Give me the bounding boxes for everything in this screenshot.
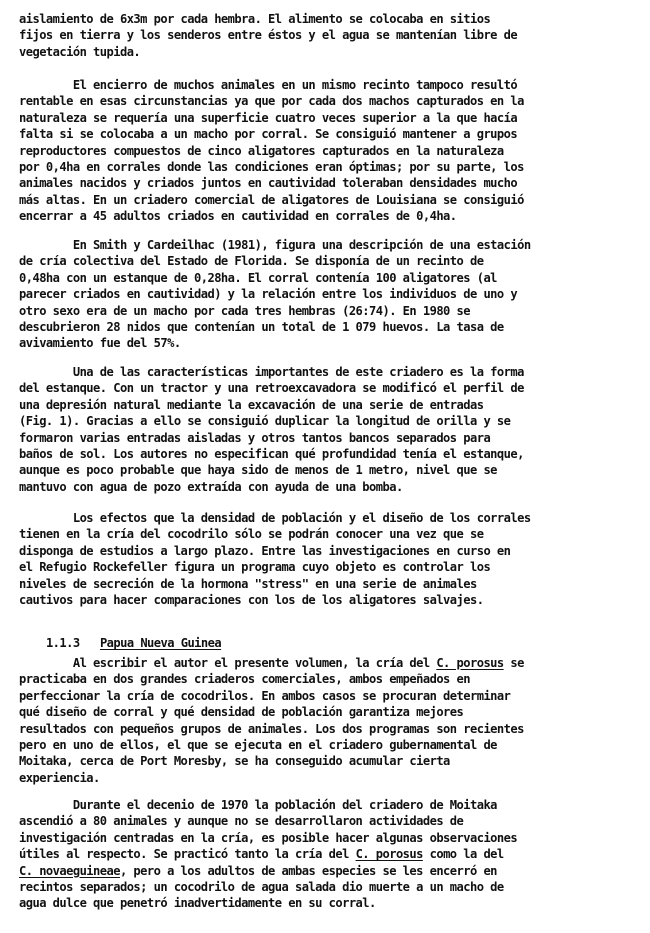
text-line: Una de las características importantes de este criadero es la forma [19, 365, 524, 379]
text-line: parecer criados en cautividad) y la relación entre los individuos de uno y [19, 287, 518, 302]
text-line: animales nacidos y criados juntos en cautividad toleraban densidades mucho [19, 176, 518, 191]
text-line: experiencia. [19, 770, 100, 785]
text-line: niveles de secreción de la hormona "stress" en una serie de animales [19, 576, 477, 591]
paragraph-6 [19, 655, 637, 786]
text-line: pero en uno de ellos, el que se ejecuta en el criadero gubernamental de [19, 737, 497, 752]
text-line: una depresión natural mediante la excavación de una serie de entradas [19, 397, 484, 412]
text-line: agua dulce que penetró inadvertidamente en su corral. [19, 896, 376, 911]
paragraph-3 [19, 237, 637, 352]
text-line: disponga de estudios a largo plazo. Entre las investigaciones en curso en [19, 543, 511, 558]
text-line: falta si se colocaba a un macho por corral. Se consiguió mantener a grupos [19, 127, 518, 142]
text-line: más altas. En un criadero comercial de aligatores de Louisiana se consiguió [19, 192, 524, 207]
text-line: aislamiento de 6x3m por cada hembra. El alimento se colocaba en sitios [19, 12, 491, 26]
species-name: C. porosus [355, 847, 423, 862]
paragraph-7 [19, 797, 637, 912]
text-run: como la del [422, 847, 504, 862]
text-line: encerrar a 45 adultos criados en cautividad en corrales de 0,4ha. [19, 209, 457, 224]
text-line: fijos en tierra y los senderos entre éstos y el agua se mantenían libre de [19, 28, 518, 43]
text-run: , pero a los adultos de ambas especies se les encerró en [119, 863, 497, 878]
text-line: baños de sol. Los autores no especifican qué profundidad tenía el estanque, [19, 446, 524, 461]
text-line: rentable en esas circunstancias ya que por cada dos machos capturados en la [19, 94, 524, 109]
text-line [19, 655, 637, 671]
paragraph-5 [19, 510, 637, 608]
species-name: C. porosus [436, 656, 504, 670]
text-line: El encierro de muchos animales en un mismo recinto tampoco resultó [19, 78, 518, 92]
text-line: descubrieron 28 nidos que contenían un total de 1 079 huevos. La tasa de [19, 319, 504, 334]
text-line: ascendió a 80 animales y aunque no se desarrollaron actividades de [19, 814, 464, 829]
paragraph-2 [19, 77, 637, 225]
text-line: investigación centradas en la cría, es posible hacer algunas observaciones [19, 830, 518, 845]
text-line: recintos separados; un cocodrilo de agua salada dio muerte a un macho de [19, 879, 504, 894]
section-number: 1.1.3 [45, 636, 80, 651]
section-title: Papua Nueva Guinea [99, 636, 222, 651]
text-line: avivamiento fue del 57%. [19, 336, 181, 351]
text-line: otro sexo era de un macho por cada tres hembras (26:74). En 1980 se [19, 303, 470, 318]
text-line: naturaleza se requería una superficie cuatro veces superior a la que hacía [19, 110, 518, 125]
text-line: vegetación tupida. [19, 44, 141, 59]
text-line: resultados con pequeños grupos de animales. Los dos programas son recientes [19, 721, 524, 736]
text-line: por 0,4ha en corrales donde las condiciones eran óptimas; por su parte, los [19, 159, 524, 174]
text-line: 0,48ha con un estanque de 0,28ha. El corral contenía 100 aligatores (al [19, 270, 497, 285]
text-line: perfeccionar la cría de cocodrilos. En ambos casos se procuran determinar [19, 688, 511, 703]
text-line: Moitaka, cerca de Port Moresby, se ha conseguido acumular cierta [19, 754, 450, 769]
text-line: (Fig. 1). Gracias a ello se consiguió duplicar la longitud de orilla y se [19, 414, 511, 429]
paragraph-1 [19, 11, 637, 60]
text-line: practicaba en dos grandes criaderos comerciales, ambos empeñados en [19, 672, 470, 687]
text-line [19, 863, 637, 879]
text-line: mantuvo con agua de pozo extraída con ayuda de una bomba. [19, 479, 403, 494]
text-line: tienen en la cría del cocodrilo sólo se podrán conocer una vez que se [19, 527, 484, 542]
paragraph-4 [19, 364, 637, 495]
text-line: el Refugio Rockefeller figura un programa cuyo objeto es controlar los [19, 560, 491, 575]
text-line: aunque es poco probable que haya sido de menos de 1 metro, nivel que se [19, 463, 497, 478]
text-line: del estanque. Con un tractor y una retroexcavadora se modificó el perfil de [19, 381, 524, 396]
text-line: reproductores compuestos de cinco aligatores capturados en la naturaleza [19, 143, 504, 158]
text-run: útiles al respecto. Se practicó tanto la cría del [19, 847, 356, 862]
text-line: Durante el decenio de 1970 la población del criadero de Moitaka [19, 798, 497, 812]
text-line: cautivos para hacer comparaciones con los de los aligatores salvajes. [19, 592, 484, 607]
text-line: de cría colectiva del Estado de Florida. Se disponía de un recinto de [19, 254, 484, 269]
text-run: Al escribir el autor el presente volumen, la cría del [19, 656, 437, 670]
text-run: se [503, 656, 524, 670]
text-line: En Smith y Cardeilhac (1981), figura una descripción de una estación [19, 238, 531, 252]
text-line: qué diseño de corral y qué densidad de población garantiza mejores [19, 705, 464, 720]
species-name: C. novaeguineae [19, 863, 120, 878]
text-line [19, 846, 637, 862]
text-line: formaron varias entradas aisladas y otros tantos bancos separados para [19, 430, 491, 445]
text-line: Los efectos que la densidad de población y el diseño de los corrales [19, 511, 531, 525]
